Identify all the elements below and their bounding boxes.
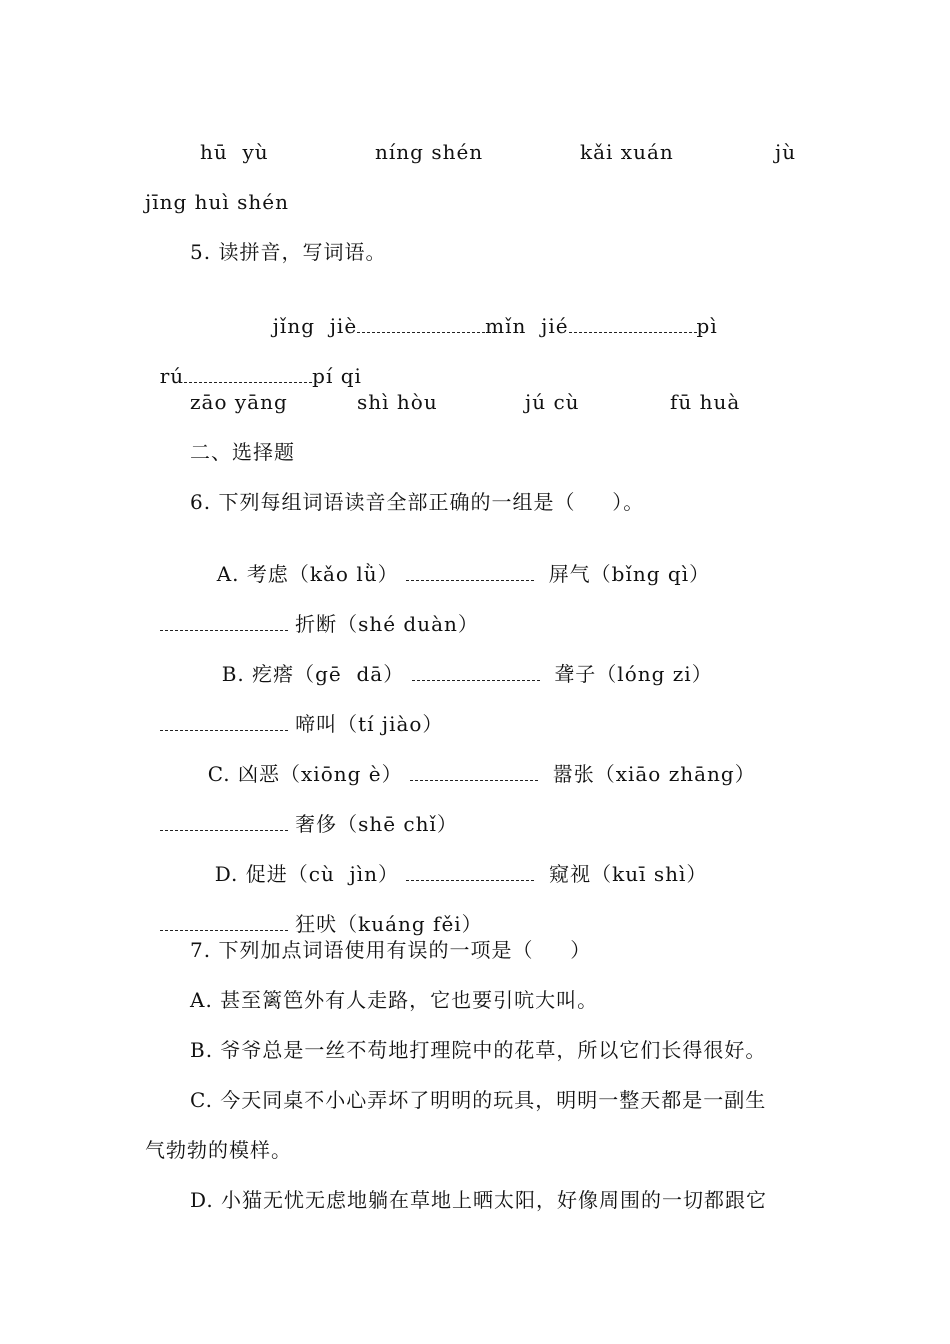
pinyin-word: pì bbox=[696, 314, 718, 338]
q6-option-d-line2 bbox=[145, 888, 483, 936]
option-a-word-2: 屏气（bǐng qì） bbox=[548, 562, 711, 586]
option-d-word-3: 狂吠（kuáng fěi） bbox=[295, 912, 483, 936]
q7-option-d-line1: D. 小猫无忧无虑地躺在草地上晒太阳，好像周围的一切都跟它 bbox=[190, 1188, 768, 1212]
option-d-word-2: 窥视（kuī shì） bbox=[549, 862, 708, 886]
option-b-word-1: B. 疙瘩（gē dā） bbox=[221, 662, 405, 686]
q6-option-a-line1 bbox=[202, 538, 710, 586]
answer-blank[interactable] bbox=[184, 368, 312, 383]
pinyin-word: shì hòu bbox=[357, 390, 438, 414]
q7-option-c-line2: 气勃勃的模样。 bbox=[145, 1138, 292, 1162]
q6-option-b-line2 bbox=[145, 688, 443, 736]
pinyin-word: níng shén bbox=[375, 140, 484, 164]
q7-option-b: B. 爷爷总是一丝不苟地打理院中的花草，所以它们长得很好。 bbox=[190, 1038, 767, 1062]
separator-blank bbox=[412, 666, 540, 681]
option-c-word-1: C. 凶恶（xiōng è） bbox=[207, 762, 403, 786]
q5-row-1 bbox=[258, 290, 718, 338]
option-a-word-3: 折断（shé duàn） bbox=[295, 612, 479, 636]
separator-blank bbox=[160, 916, 288, 931]
pinyin-word: kǎi xuán bbox=[580, 140, 674, 164]
answer-blank[interactable] bbox=[569, 318, 697, 333]
answer-blank[interactable] bbox=[357, 318, 485, 333]
pinyin-word: fū huà bbox=[670, 390, 741, 414]
q6-option-c-line1 bbox=[193, 738, 756, 786]
pinyin-word: mǐn jié bbox=[485, 314, 569, 338]
separator-blank bbox=[406, 566, 534, 581]
pinyin-word: rú bbox=[159, 364, 185, 388]
question-6-title: 6. 下列每组词语读音全部正确的一组是（ ）。 bbox=[190, 490, 645, 514]
option-c-word-2: 嚣张（xiāo zhāng） bbox=[552, 762, 756, 786]
section-2-heading: 二、选择题 bbox=[190, 440, 295, 464]
pinyin-word: pí qi bbox=[312, 364, 362, 388]
option-b-word-2: 聋子（lóng zi） bbox=[554, 662, 713, 686]
q5-row-2 bbox=[145, 340, 362, 388]
q6-option-d-line1 bbox=[200, 838, 707, 886]
q7-option-a: A. 甚至篱笆外有人走路，它也要引吭大叫。 bbox=[190, 988, 599, 1012]
q7-option-c-line1: C. 今天同桌不小心弄坏了明明的玩具，明明一整天都是一副生 bbox=[190, 1088, 767, 1112]
separator-blank bbox=[160, 716, 288, 731]
pinyin-word: jǐng jiè bbox=[272, 314, 358, 338]
separator-blank bbox=[160, 816, 288, 831]
separator-blank bbox=[410, 766, 538, 781]
option-a-word-1: A. 考虑（kǎo lǜ） bbox=[216, 562, 399, 586]
pinyin-word: jù bbox=[775, 140, 797, 164]
q6-option-c-line2 bbox=[145, 788, 458, 836]
question-5-title: 5. 读拼音，写词语。 bbox=[190, 240, 387, 264]
option-c-word-3: 奢侈（shē chǐ） bbox=[295, 812, 458, 836]
separator-blank bbox=[406, 866, 534, 881]
option-d-word-1: D. 促进（cù jìn） bbox=[214, 862, 400, 886]
pinyin-word: zāo yāng bbox=[190, 390, 288, 414]
pinyin-word: jīng huì shén bbox=[145, 190, 290, 214]
pinyin-word: hū yù bbox=[200, 140, 269, 164]
q6-option-b-line1 bbox=[207, 638, 713, 686]
option-b-word-3: 啼叫（tí jiào） bbox=[295, 712, 444, 736]
separator-blank bbox=[160, 616, 288, 631]
pinyin-word: jú cù bbox=[525, 390, 580, 414]
question-7-title: 7. 下列加点词语使用有误的一项是（ ） bbox=[190, 938, 592, 962]
q6-option-a-line2 bbox=[145, 588, 479, 636]
